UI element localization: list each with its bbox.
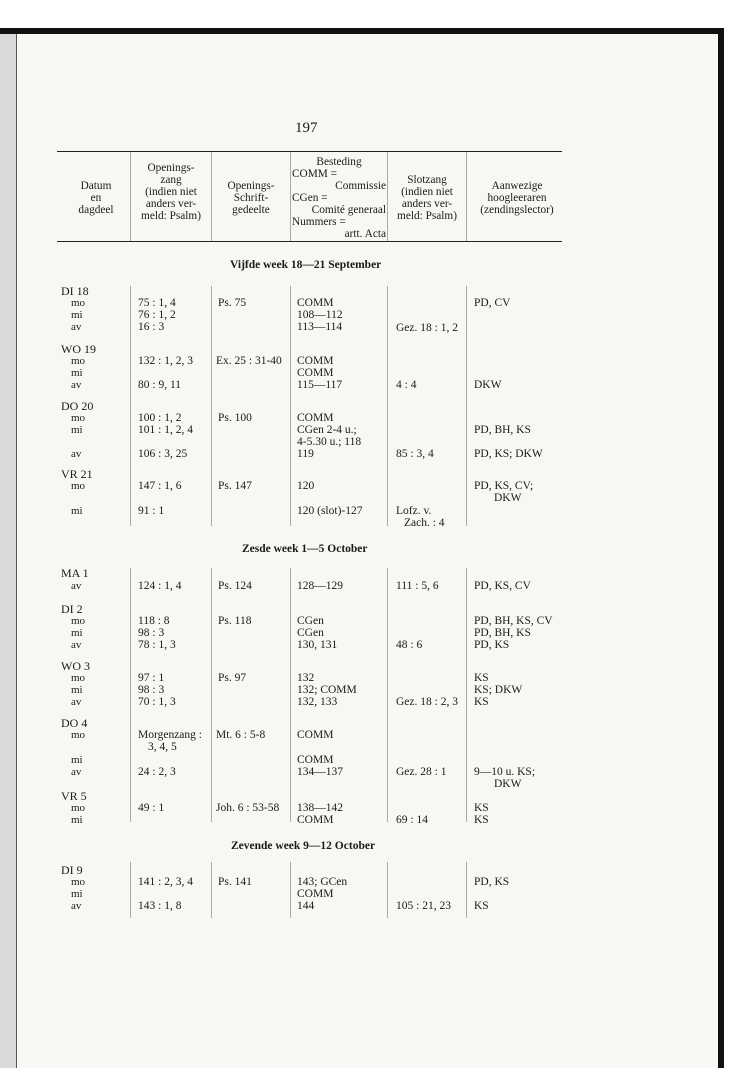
closing-song: Lofz. v. <box>396 505 432 517</box>
attendees: PD, KS; DKW <box>474 448 543 460</box>
day-part: mo <box>71 615 86 627</box>
body-col-divider <box>387 286 388 526</box>
day-part: av <box>71 696 82 708</box>
table-header-rule <box>57 241 562 242</box>
opening-song: 101 : 1, 2, 4 <box>138 424 193 436</box>
opening-song: 141 : 2, 3, 4 <box>138 876 193 888</box>
besteding: 132, 133 <box>297 696 338 708</box>
day-part: av <box>71 321 82 333</box>
opening-song: 78 : 1, 3 <box>138 639 176 651</box>
day-part: av <box>71 639 82 651</box>
attendees: PD, KS, CV; <box>474 480 534 492</box>
body-col-divider <box>290 286 291 526</box>
besteding: 138—142 <box>297 802 343 814</box>
body-col-divider <box>466 862 467 918</box>
besteding: 134—137 <box>297 766 343 778</box>
day-part: mo <box>71 802 86 814</box>
scripture: Mt. 6 : 5-8 <box>216 729 266 741</box>
attendees: PD, KS <box>474 639 510 651</box>
besteding: 132; COMM <box>297 684 357 696</box>
scan-right-margin <box>722 28 738 1068</box>
closing-song: Gez. 28 : 1 <box>396 766 447 778</box>
besteding: 130, 131 <box>297 639 338 651</box>
day-label: DI 2 <box>61 602 83 616</box>
header-schriftgedeelte: Openings- Schrift- gedeelte <box>227 180 275 216</box>
header-col-divider <box>290 152 291 241</box>
besteding-continued: 4-5.30 u.; 118 <box>297 436 362 448</box>
day-part: av <box>71 448 82 460</box>
besteding: 120 <box>297 480 315 492</box>
body-col-divider <box>290 568 291 822</box>
besteding: CGen 2-4 u.; <box>297 424 357 436</box>
day-part: mi <box>71 424 83 436</box>
opening-song: 49 : 1 <box>138 802 165 814</box>
besteding: COMM <box>297 367 334 379</box>
attendees: 9—10 u. KS; <box>474 766 536 778</box>
opening-song: 124 : 1, 4 <box>138 580 182 592</box>
day-part: mo <box>71 729 86 741</box>
closing-song: 69 : 14 <box>396 814 428 826</box>
scripture: Ps. 118 <box>218 615 252 627</box>
besteding: 108—112 <box>297 309 343 321</box>
opening-song: 97 : 1 <box>138 672 165 684</box>
day-label: VR 21 <box>61 467 93 481</box>
attendees: PD, KS, CV <box>474 580 531 592</box>
besteding: COMM <box>297 412 334 424</box>
closing-song-continued: Zach. : 4 <box>404 517 445 529</box>
attendees: PD, BH, KS <box>474 424 531 436</box>
scripture: Ps. 124 <box>218 580 252 592</box>
header-aanwezige: Aanwezige hoogleeraren (zendingslector) <box>480 180 554 216</box>
day-label: DI 9 <box>61 863 83 877</box>
header-openingszang: Openings- zang (indien niet anders ver- meld: Psalm) <box>141 162 201 222</box>
day-label: WO 3 <box>61 659 90 673</box>
besteding: 132 <box>297 672 315 684</box>
header-col-divider <box>130 152 131 241</box>
day-part: mi <box>71 367 83 379</box>
attendees: KS <box>474 814 489 826</box>
day-part: av <box>71 766 82 778</box>
opening-song: 91 : 1 <box>138 505 165 517</box>
attendees: PD, CV <box>474 297 511 309</box>
body-col-divider <box>211 862 212 918</box>
opening-song: 132 : 1, 2, 3 <box>138 355 193 367</box>
attendees: PD, BH, KS, CV <box>474 615 553 627</box>
closing-song: 85 : 3, 4 <box>396 448 434 460</box>
section-title: Zevende week 9—12 October <box>231 840 376 852</box>
closing-song: Gez. 18 : 2, 3 <box>396 696 458 708</box>
scripture: Ps. 141 <box>218 876 252 888</box>
opening-song: 76 : 1, 2 <box>138 309 176 321</box>
attendees: KS <box>474 802 489 814</box>
besteding: CGen <box>297 615 324 627</box>
body-col-divider <box>130 568 131 822</box>
besteding: COMM <box>297 888 334 900</box>
scan-right-border <box>718 28 724 1068</box>
day-part: mi <box>71 814 83 826</box>
section-title: Zesde week 1—5 October <box>242 543 368 555</box>
besteding: 115—117 <box>297 379 343 391</box>
attendees: KS; DKW <box>474 684 523 696</box>
besteding: CGen <box>297 627 324 639</box>
opening-song: 98 : 3 <box>138 627 165 639</box>
opening-song: 16 : 3 <box>138 321 165 333</box>
day-part: mo <box>71 412 86 424</box>
day-part: mo <box>71 355 86 367</box>
opening-song: 100 : 1, 2 <box>138 412 182 424</box>
day-part: mi <box>71 627 83 639</box>
opening-song: 80 : 9, 11 <box>138 379 182 391</box>
besteding: COMM <box>297 729 334 741</box>
besteding: 119 <box>297 448 314 460</box>
day-part: mi <box>71 309 83 321</box>
day-label: DI 18 <box>61 284 89 298</box>
header-slotzang: Slotzang (indien niet anders ver- meld: Psalm) <box>397 174 457 222</box>
opening-song: 98 : 3 <box>138 684 165 696</box>
besteding: COMM <box>297 297 334 309</box>
scan-top-border <box>0 28 738 34</box>
opening-song: 70 : 1, 3 <box>138 696 176 708</box>
day-part: mi <box>71 754 83 766</box>
page-number: 197 <box>295 120 318 136</box>
attendees: KS <box>474 696 489 708</box>
besteding: 120 (slot)-127 <box>297 505 363 517</box>
scan-left-margin <box>0 30 16 1068</box>
opening-song: Morgenzang : <box>138 729 202 741</box>
body-col-divider <box>387 568 388 822</box>
attendees: KS <box>474 900 489 912</box>
opening-song: 118 : 8 <box>138 615 170 627</box>
body-col-divider <box>130 286 131 526</box>
attendees-continued: DKW <box>494 778 522 790</box>
day-label: DO 4 <box>61 716 88 730</box>
scripture: Ps. 147 <box>218 480 252 492</box>
day-part: mi <box>71 505 83 517</box>
header-col-divider <box>211 152 212 241</box>
body-col-divider <box>387 862 388 918</box>
header-col-divider <box>387 152 388 241</box>
day-part: av <box>71 379 82 391</box>
closing-song: 48 : 6 <box>396 639 423 651</box>
day-part: mo <box>71 672 86 684</box>
besteding: COMM <box>297 355 334 367</box>
opening-song-continued: 3, 4, 5 <box>148 741 177 753</box>
besteding: 128—129 <box>297 580 343 592</box>
day-label: WO 19 <box>61 342 96 356</box>
opening-song: 24 : 2, 3 <box>138 766 176 778</box>
closing-song: 4 : 4 <box>396 379 417 391</box>
day-part: mo <box>71 480 86 492</box>
scripture: Joh. 6 : 53-58 <box>216 802 280 814</box>
day-part: mo <box>71 297 86 309</box>
body-col-divider <box>211 286 212 526</box>
besteding: 143; GCen <box>297 876 348 888</box>
day-part: av <box>71 580 82 592</box>
header-datum: Datum en dagdeel <box>78 180 114 216</box>
body-col-divider <box>211 568 212 822</box>
scripture: Ps. 97 <box>218 672 247 684</box>
closing-song: 105 : 21, 23 <box>396 900 451 912</box>
header-besteding: Besteding COMM = Commissie CGen = Comité generaal Nummers = artt. Acta <box>292 156 386 240</box>
day-label: MA 1 <box>61 566 89 580</box>
day-label: VR 5 <box>61 789 87 803</box>
closing-song: Gez. 18 : 1, 2 <box>396 322 458 334</box>
body-col-divider <box>290 862 291 918</box>
day-part: av <box>71 900 82 912</box>
opening-song: 147 : 1, 6 <box>138 480 182 492</box>
attendees: PD, KS <box>474 876 510 888</box>
attendees: DKW <box>474 379 502 391</box>
besteding: COMM <box>297 814 334 826</box>
table-top-rule <box>57 151 562 152</box>
day-label: DO 20 <box>61 399 94 413</box>
besteding: 144 <box>297 900 315 912</box>
attendees: PD, BH, KS <box>474 627 531 639</box>
besteding: 113—114 <box>297 321 343 333</box>
scripture: Ex. 25 : 31-40 <box>216 355 282 367</box>
besteding: COMM <box>297 754 334 766</box>
scripture: Ps. 100 <box>218 412 252 424</box>
body-col-divider <box>466 568 467 822</box>
opening-song: 75 : 1, 4 <box>138 297 176 309</box>
body-col-divider <box>130 862 131 918</box>
closing-song: 111 : 5, 6 <box>396 580 439 592</box>
attendees: KS <box>474 672 489 684</box>
opening-song: 106 : 3, 25 <box>138 448 188 460</box>
day-part: mi <box>71 684 83 696</box>
scan-left-edge <box>16 30 17 1068</box>
body-col-divider <box>466 286 467 526</box>
section-title: Vijfde week 18—21 September <box>230 259 382 271</box>
attendees-continued: DKW <box>494 492 522 504</box>
day-part: mi <box>71 888 83 900</box>
scripture: Ps. 75 <box>218 297 247 309</box>
header-col-divider <box>466 152 467 241</box>
opening-song: 143 : 1, 8 <box>138 900 182 912</box>
day-part: mo <box>71 876 86 888</box>
